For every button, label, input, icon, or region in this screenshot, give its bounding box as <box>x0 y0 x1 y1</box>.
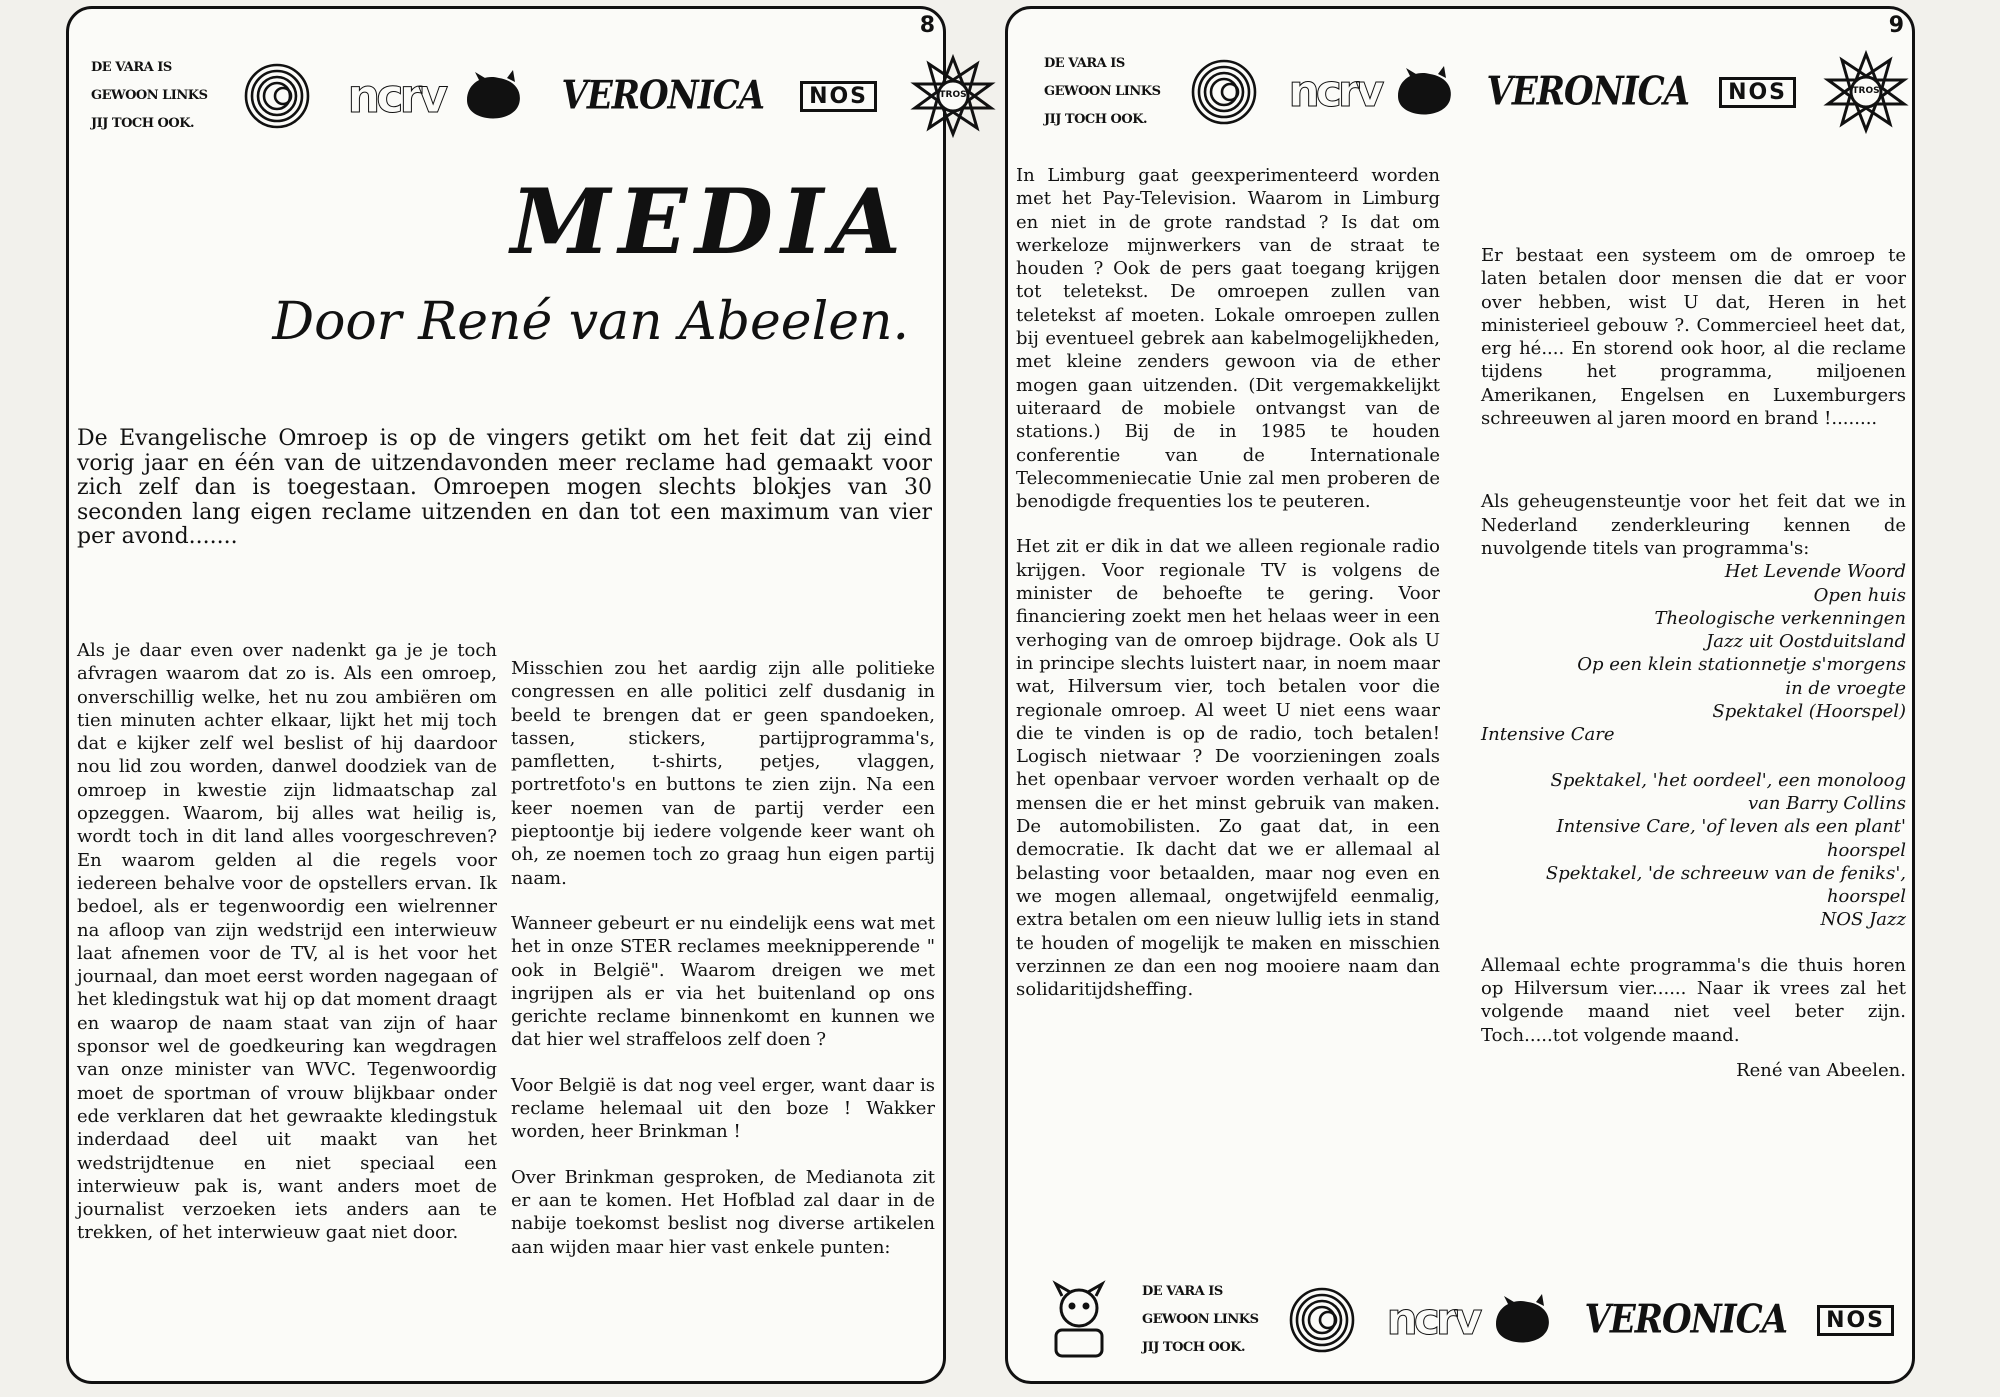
kro-animal-logo <box>1394 66 1456 118</box>
paragraph: Er bestaat een systeem om de omroep te laten betalen door mensen die dat er voor over hebben, wist U dat, Heren in het ministerieel gebouw ?. Commercieel heet dat, erg hé.... En storend ook hoor, al die reclame tijdens het programma, miljoenen Amerikanen, Engelsen en Luxemburgers schreeuwen al jaren moord en brand !........ <box>1481 245 1906 430</box>
list-item: Intensive Care, 'of leven als een plant' <box>1556 816 1906 838</box>
program-list-2 <box>1481 769 1906 932</box>
list-item: Open huis <box>1813 584 1906 606</box>
page-number: 9 <box>1888 13 1904 38</box>
list-item: in de vroegte <box>1785 677 1906 699</box>
broadcaster-logo-bar <box>69 47 967 145</box>
paragraph: In Limburg gaat geexperimenteerd worden met het Pay-Television. Waarom in Limburg en niet in de grote randstad ? Is dat om werkeloze mijnwerkers van de straat te houden ? Ook de pers gaat toegang krijgen tot teletekst. De omroepen zullen van teletekst af moeten. Lokale omroepen zullen bij eventueel gebrek aan kabelmogelijkheden, met kleine zenders gewoon via de ether mogen gaan uitzenden. (Dit vergemakkelijkt uiteraard de mobiele ontvangst van de stations.) Bij de in 1985 te houden conferentie van de Internationale Telecommeniecatie Unie zal men proberen de benodigde frequenties los te peuteren. <box>1016 165 1440 513</box>
article-column-1 <box>77 639 497 1245</box>
list-item: Op een klein stationnetje s'morgens <box>1577 654 1906 676</box>
program-list <box>1481 560 1906 723</box>
list-item: hoorspel <box>1826 886 1906 908</box>
kro-animal-logo <box>463 70 525 122</box>
list-item: Spektakel, 'de schreeuw van de feniks', <box>1545 862 1906 884</box>
list-item: van Barry Collins <box>1748 792 1906 814</box>
page-number: 8 <box>919 13 935 38</box>
paragraph: Als geheugensteuntje voor het feit dat we in Nederland zenderkleuring kennen de nuvolgende titels van programma's: <box>1481 491 1906 559</box>
broadcaster-logo-bar-bottom <box>1008 1271 1912 1369</box>
paragraph: Misschien zou het aardig zijn alle politieke congressen en alle politici zelf dusdanig in beeld te brengen dat er geen spandoeken, tassen, stickers, partijprogramma's, pamfletten, t-shirts, petjes, vlaggen, portretfoto's en buttons te zien zijn. Na een keer noemen van de partij verder een pieptoontje bij iedere volgende keer want oh oh, ze noemen toch zo graag hun eigen partij naam. <box>511 658 935 889</box>
nos-logo: NOS <box>800 81 877 112</box>
list-item: Intensive Care <box>1481 724 1615 746</box>
article-intro: De Evangelische Omroep is op de vingers getikt om het feit dat zij eind vorig jaar en één van de uitzendavonden meer reclame had gemaakt voor zich zelf dan is toegestaan. Omroepen mogen slechts blokjes van 30 seconden lang eigen reclame uitzenden en dan tot een maximum van vier per avond....... <box>77 426 932 549</box>
list-item: Theologische verkenningen <box>1654 607 1906 629</box>
list-item: Spektakel (Hoorspel) <box>1712 701 1906 723</box>
page-left <box>66 6 967 1384</box>
veronica-logo: VERONICA <box>561 73 765 119</box>
vara-logo: DE VARA IS GEWOON LINKS JIJ TOCH OOK. <box>1044 56 1161 127</box>
article-column-2 <box>511 657 935 1259</box>
paragraph: Allemaal echte programma's die thuis horen op Hilversum vier...... Naar ik vrees zal het volgende maand niet veel beter zijn. Toch.....tot volgende maand. <box>1481 954 1906 1046</box>
paragraph: Wanneer gebeurt er nu eindelijk eens wat met het in onze STER reclames meeknipperende " ook in België". Waarom dreigen we met ingrijpen als er via het buitenland op ons gerichte reclame binnenkomt en kunnen we dat hier wel straffeloos zelf doen ? <box>511 912 935 1051</box>
ncrv-logo: ncrv <box>347 69 445 123</box>
list-item: Jazz uit Oostduitsland <box>1706 631 1906 653</box>
article-column-3 <box>1016 164 1440 1001</box>
vara-logo: DE VARA IS GEWOON LINKS JIJ TOCH OOK. <box>1142 1284 1259 1355</box>
article-byline: Door René van Abeelen. <box>272 292 909 352</box>
tros-logo: TROS <box>1826 52 1906 132</box>
list-item: NOS Jazz <box>1820 909 1906 931</box>
tros-logo: TROS <box>913 56 993 136</box>
list-item: hoorspel <box>1826 839 1906 861</box>
page-right <box>1005 6 1915 1384</box>
veronica-logo: VERONICA <box>1486 69 1690 115</box>
signature: René van Abeelen. <box>1736 1059 1906 1081</box>
vara-logo: DE VARA IS GEWOON LINKS JIJ TOCH OOK. <box>91 60 208 131</box>
article-column-4 <box>1481 244 1906 1082</box>
avro-ring-logo <box>1288 1286 1356 1354</box>
avro-ring-logo <box>1190 58 1258 126</box>
nos-logo: NOS <box>1719 77 1796 108</box>
paragraph: Voor België is dat nog veel erger, want daar is reclame helemaal uit den boze ! Wakker worden, heer Brinkman ! <box>511 1074 935 1143</box>
veronica-logo: VERONICA <box>1584 1297 1788 1343</box>
ncrv-logo: ncrv <box>1386 1294 1479 1345</box>
list-item: Spektakel, 'het oordeel', een monoloog <box>1550 769 1906 791</box>
paragraph: Over Brinkman gesproken, de Medianota zit er aan te komen. Het Hofblad zal daar in de nabije toekomst beslist nog diverse artikelen aan wijden maar hier vast enkele punten: <box>511 1166 935 1258</box>
article-title: MEDIA <box>510 169 909 275</box>
list-item: Het Levende Woord <box>1724 561 1906 583</box>
paragraph: Als je daar even over nadenkt ga je je toch afvragen waarom dat zo is. Als een omroep, onverschillig welke, het nu zou ambiëren om tien minuten achter elkaar, lijkt het mij toch dat e kijker zelf wel beslist of hij daardoor nou lid zou worden, danwel doodziek van de omroep in kwestie zijn lidmaatschap zal opzeggen. Waarom, bij alles wat heilig is, wordt toch in dit land alles voorgeschreven? En waarom gelden al die regels voor iedereen behalve voor de opstellers ervan. Ik bedoel, als er tegenwoordig een wielrenner na afloop van zijn wedstrijd een interwieuw laat afnemen voor de TV, al is het voor het journaal, dan moet eerst worden nagegaan of het kledingstuk wat hij op dat moment draagt en waarop de naam staat van zijn of haar sponsor wel de goedkeuring kan wegdragen van onze minister van WVC. Tegenwoordig moet de sportman of vrouw blijkbaar onder ede verklaren dat het gewraakte kledingstuk inderdaad deel uit maakt van het wedstrijdtenue en niet speciaal een interwieuw pak is, want anders moet de journalist verzoeken iets anders aan te trekken, of het interwieuw gaat niet door. <box>77 640 497 1244</box>
nos-logo: NOS <box>1817 1305 1894 1336</box>
broadcaster-logo-bar <box>1008 43 1912 141</box>
avro-ring-logo <box>243 62 311 130</box>
kro-animal-logo <box>1492 1294 1554 1346</box>
vara-mascot-logo <box>1046 1278 1112 1362</box>
paragraph: Het zit er dik in dat we alleen regionale radio krijgen. Voor regionale TV is volgens de minister de behoefte te gering. Voor financiering zoekt men het helaas weer in een verhoging van de omroep bijdrage. Ook als U in principe slechts luistert naar, in noem maar wat, Hilversum vier, toch betalen voor die regionale omroep. Al weet U niet eens waar die te vinden is op de radio, toch betalen! Logisch nietwaar ? De voorzieningen zoals het openbaar vervoer worden verhaalt op de mensen die er het minst gebruik van maken. De automobilisten. Zo gaat dat, in een democratie. Ik dacht dat we er allemaal al belasting voor betaalden, maar nog even en we mogen allemaal, ongetwijfeld eenmalig, extra betalen om een nieuw lullig iets in stand te houden of mogelijk te maken en misschien verzinnen ze dan een nog mooiere naam dan solidaritijdsheffing. <box>1016 536 1440 1001</box>
ncrv-logo: ncrv <box>1288 66 1381 117</box>
